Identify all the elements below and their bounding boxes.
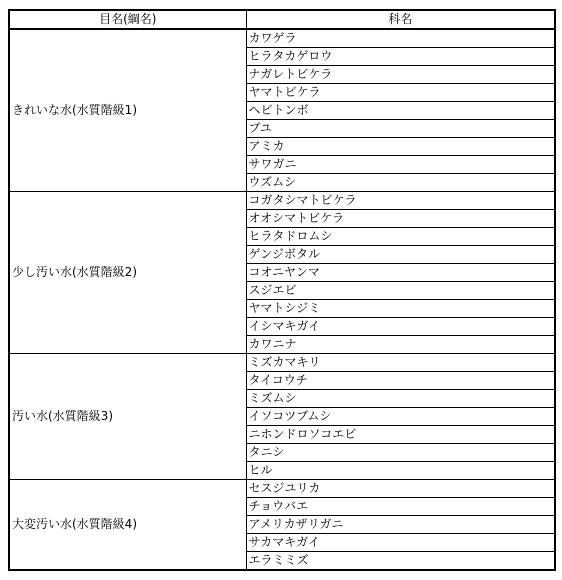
family-cell: ゲンジボタル: [246, 246, 555, 264]
group-label: 少し汚い水(水質階級2): [9, 192, 246, 354]
family-cell: エラミミズ: [246, 552, 555, 571]
family-cell: ヒラタカゲロウ: [246, 48, 555, 66]
family-cell: スジエビ: [246, 282, 555, 300]
family-cell: イソコツブムシ: [246, 408, 555, 426]
family-cell: セスジユリカ: [246, 480, 555, 498]
water-quality-table: [8, 9, 556, 571]
family-cell: オオシマトビケラ: [246, 210, 555, 228]
group-label: 汚い水(水質階級3): [9, 354, 246, 480]
family-cell: カワゲラ: [246, 29, 555, 48]
family-cell: ヤマトシジミ: [246, 300, 555, 318]
table-row: [9, 192, 555, 210]
family-cell: ナガレトビケラ: [246, 66, 555, 84]
family-cell: サワガニ: [246, 156, 555, 174]
family-cell: コガタシマトビケラ: [246, 192, 555, 210]
family-cell: ニホンドロソコエビ: [246, 426, 555, 444]
family-cell: ミズムシ: [246, 390, 555, 408]
family-cell: コオニヤンマ: [246, 264, 555, 282]
table-body: [9, 29, 555, 570]
family-cell: アメリカザリガニ: [246, 516, 555, 534]
group-label: 大変汚い水(水質階級4): [9, 480, 246, 571]
family-cell: タニシ: [246, 444, 555, 462]
header-order: 目名(綱名): [9, 10, 246, 29]
table-row: [9, 480, 555, 498]
family-cell: ウズムシ: [246, 174, 555, 192]
family-cell: ヤマトビケラ: [246, 84, 555, 102]
table-row: [9, 354, 555, 372]
family-cell: サカマキガイ: [246, 534, 555, 552]
family-cell: アミカ: [246, 138, 555, 156]
family-cell: カワニナ: [246, 336, 555, 354]
table-row: [9, 29, 555, 48]
family-cell: ヘビトンボ: [246, 102, 555, 120]
family-cell: チョウバエ: [246, 498, 555, 516]
family-cell: ミズカマキリ: [246, 354, 555, 372]
family-cell: ヒラタドロムシ: [246, 228, 555, 246]
header-row: [9, 10, 555, 29]
family-cell: イシマキガイ: [246, 318, 555, 336]
header-family: 科名: [246, 10, 555, 29]
family-cell: タイコウチ: [246, 372, 555, 390]
family-cell: ヒル: [246, 462, 555, 480]
group-label: きれいな水(水質階級1): [9, 29, 246, 192]
family-cell: ブユ: [246, 120, 555, 138]
